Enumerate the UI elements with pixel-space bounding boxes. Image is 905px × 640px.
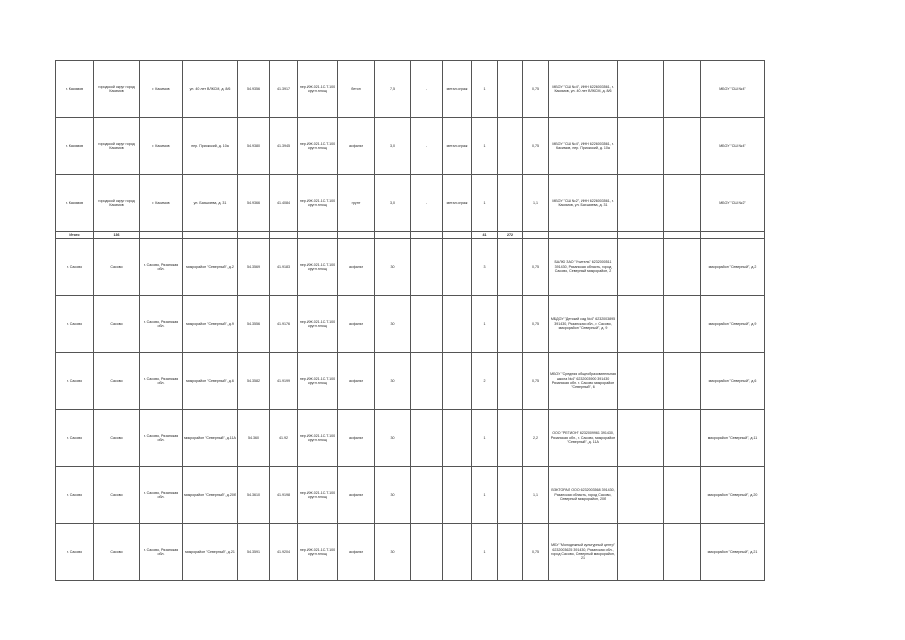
table-cell-col11: метал.ограж bbox=[443, 61, 472, 118]
table-row bbox=[56, 524, 765, 581]
table-cell-col7: пер.ИЖ.021.1С.Т.100 кругл.площ bbox=[298, 353, 338, 410]
table-cell-col11 bbox=[443, 410, 472, 467]
table-cell-col5: 54.9380 bbox=[238, 118, 270, 175]
table-cell-col5: 54.3610 bbox=[238, 467, 270, 524]
table-cell-col14: 0,75 bbox=[523, 239, 549, 296]
table-cell-col7: пер.ИЖ.021.1С.Т.100 кругл.площ bbox=[298, 524, 338, 581]
table-cell-col5: 54.9356 bbox=[238, 61, 270, 118]
table-cell-col5: 54.3556 bbox=[238, 296, 270, 353]
table-cell-col13 bbox=[498, 410, 523, 467]
table-cell-col16 bbox=[618, 353, 664, 410]
table-cell-col6: 41.92 bbox=[270, 410, 298, 467]
table-cell-col4: микрорайон "Северный", д.21 bbox=[183, 524, 238, 581]
table-cell-col16 bbox=[618, 467, 664, 524]
table-cell-col18: МБОУ "СШ №2" bbox=[701, 175, 765, 232]
table-cell-col10 bbox=[411, 410, 443, 467]
table-cell-col8: асфальт bbox=[338, 353, 375, 410]
table-cell-col1: г. Сасово bbox=[56, 410, 94, 467]
table-cell-col3: г. Сасово, Рязанская обл. bbox=[140, 410, 183, 467]
table-cell-col8: асфальт bbox=[338, 467, 375, 524]
table-cell-col4: ул. 40 лет ВЛКСМ, д. 8/6 bbox=[183, 61, 238, 118]
table-cell-col4: микрорайон "Северный", д.9 bbox=[183, 296, 238, 353]
table-cell-col18: МБОУ "СШ №4" bbox=[701, 118, 765, 175]
table-cell-col18: микрорайон "Северный", д.21 bbox=[701, 524, 765, 581]
table-cell-col11 bbox=[443, 353, 472, 410]
table-cell-col10: - bbox=[411, 118, 443, 175]
table-cell-col12: 1 bbox=[472, 410, 498, 467]
table-cell-col10 bbox=[411, 467, 443, 524]
table-cell-col8: асфальт bbox=[338, 239, 375, 296]
table-cell-col9: 3,0 bbox=[375, 118, 411, 175]
table-cell-col13 bbox=[498, 296, 523, 353]
table-cell-col12: 2 bbox=[472, 353, 498, 410]
table-summary bbox=[56, 232, 765, 239]
table-cell-col8: бетон bbox=[338, 61, 375, 118]
table-cell-col17 bbox=[664, 467, 701, 524]
table-cell-col14: 0,75 bbox=[523, 524, 549, 581]
table-cell-col3: г. Сасово, Рязанская обл. bbox=[140, 296, 183, 353]
registry-table bbox=[55, 60, 765, 581]
table-cell-col16 bbox=[618, 175, 664, 232]
table-cell-col18: МБОУ "СШ №4" bbox=[701, 61, 765, 118]
table-cell-col18: микрорайон "Северный", д.20 bbox=[701, 467, 765, 524]
table-cell-col4: микрорайон "Северный", д.2 bbox=[183, 239, 238, 296]
summary-value: 136 bbox=[94, 232, 140, 239]
table-cell-col8: асфальт bbox=[338, 296, 375, 353]
table-cell-col16 bbox=[618, 410, 664, 467]
table-cell-col2: Сасово bbox=[94, 353, 140, 410]
table-cell-col12: 1 bbox=[472, 118, 498, 175]
table-cell-col13 bbox=[498, 239, 523, 296]
table-cell-col11 bbox=[443, 239, 472, 296]
table-cell-col14: 0,75 bbox=[523, 296, 549, 353]
table-cell-col18: микрорайон "Северный", д.6 bbox=[701, 353, 765, 410]
table-cell-col7: пер.ИЖ.021.1С.Т.100 кругл.площ bbox=[298, 467, 338, 524]
table-cell-col1: г. Сасово bbox=[56, 296, 94, 353]
table-cell-col17 bbox=[664, 118, 701, 175]
table-cell-col12: 3 bbox=[472, 239, 498, 296]
table-cell-col6: 41.9199 bbox=[270, 353, 298, 410]
table-cell-col4: микрорайон "Северный", д.11А bbox=[183, 410, 238, 467]
table-cell-col5: 54.3582 bbox=[238, 353, 270, 410]
table-row bbox=[56, 467, 765, 524]
table-cell-col6: 41.9183 bbox=[270, 239, 298, 296]
table-row bbox=[56, 296, 765, 353]
table-cell-col15: МБОУ "СШ №4", ИНН 6226003561, г. Касимов, ул. 40 лет ВЛКСМ, д. 8/6 bbox=[549, 61, 618, 118]
table-cell-col15: МБОУ "Средняя общеобразовательная школа №4" 6232003900 391430 Рязанская обл. г. Сасово микрорайон "Северный", 6 bbox=[549, 353, 618, 410]
table-cell-col2: городской округ город Касимов bbox=[94, 175, 140, 232]
table-cell-col1: г. Сасово bbox=[56, 467, 94, 524]
table-cell-col17 bbox=[664, 61, 701, 118]
table-cell-col15: ООО "РЕГИОН" 6232009961 391430, Рязанская обл., г. Сасово, микрорайон "Северный", д. 11А bbox=[549, 410, 618, 467]
table-cell-col3: г. Касимов bbox=[140, 61, 183, 118]
table-cell-col2: Сасово bbox=[94, 467, 140, 524]
table-cell-col7: пер.ИЖ.021.1С.Т.100 кругл.площ bbox=[298, 61, 338, 118]
table-cell-col8: асфальт bbox=[338, 410, 375, 467]
table-row bbox=[56, 239, 765, 296]
table-cell-col9: 30 bbox=[375, 467, 411, 524]
table-cell-col16 bbox=[618, 524, 664, 581]
summary-row bbox=[56, 232, 765, 239]
table-row bbox=[56, 118, 765, 175]
table-cell-col12: 1 bbox=[472, 175, 498, 232]
table-cell-col8: грунт bbox=[338, 175, 375, 232]
table-cell-col17 bbox=[664, 239, 701, 296]
table-cell-col2: Сасово bbox=[94, 524, 140, 581]
table-cell-col3: г. Сасово, Рязанская обл. bbox=[140, 467, 183, 524]
table-cell-col13 bbox=[498, 353, 523, 410]
table-cell-col10 bbox=[411, 296, 443, 353]
table-cell-col10 bbox=[411, 353, 443, 410]
table-cell-col17 bbox=[664, 353, 701, 410]
table-cell-col15: МБОУ "СШ №2", ИНН 6226003561, г. Касимов, ул. Бахшиева, д. 31 bbox=[549, 175, 618, 232]
table-cell-col9: 30 bbox=[375, 410, 411, 467]
table-cell-col1: г. Касимов bbox=[56, 118, 94, 175]
table-cell-col17 bbox=[664, 175, 701, 232]
table-cell-col7: пер.ИЖ.021.1С.Т.100 кругл.площ bbox=[298, 410, 338, 467]
table-cell-col15: ВЭКТОРАЛ ООО 6232003568 391430, Рязанская область, город Сасово, Северный микрорайон, 20б bbox=[549, 467, 618, 524]
table-cell-col14: 1,1 bbox=[523, 467, 549, 524]
table-cell-col14: 0,75 bbox=[523, 61, 549, 118]
table-cell-col4: микрорайон "Северный", д.6 bbox=[183, 353, 238, 410]
table-cell-col3: г. Сасово, Рязанская обл. bbox=[140, 524, 183, 581]
table-cell-col13 bbox=[498, 175, 523, 232]
table-cell-col13 bbox=[498, 467, 523, 524]
table-cell-col9: 30 bbox=[375, 239, 411, 296]
table-cell-col11 bbox=[443, 524, 472, 581]
table-cell-col11 bbox=[443, 467, 472, 524]
table-cell-col6: 41.4084 bbox=[270, 175, 298, 232]
summary-label: Итого bbox=[56, 232, 94, 239]
table-cell-col2: Сасово bbox=[94, 296, 140, 353]
table-cell-col6: 41.9198 bbox=[270, 467, 298, 524]
table-cell-col7: пер.ИЖ.021.1С.Т.100 кругл.площ bbox=[298, 239, 338, 296]
table-cell-col10 bbox=[411, 239, 443, 296]
table-cell-col15: МБДОУ "Детский сад №4" 6232003895 391430, Рязанская обл., г. Сасово, микрорайон "Северный", д. 9 bbox=[549, 296, 618, 353]
table-cell-col12: 1 bbox=[472, 524, 498, 581]
table-cell-col3: г. Сасово, Рязанская обл. bbox=[140, 239, 183, 296]
table-cell-col3: г. Касимов bbox=[140, 118, 183, 175]
table-cell-col5: 54.9366 bbox=[238, 175, 270, 232]
table-cell-col17 bbox=[664, 524, 701, 581]
table-cell-col2: городской округ город Касимов bbox=[94, 61, 140, 118]
table-cell-col4: микрорайон "Северный", д.20б bbox=[183, 467, 238, 524]
summary-count: 41 bbox=[472, 232, 498, 239]
table-row bbox=[56, 410, 765, 467]
table-cell-col7: пер.ИЖ.021.1С.Т.100 кругл.площ bbox=[298, 296, 338, 353]
table-cell-col5: 54.360 bbox=[238, 410, 270, 467]
table-cell-col6: 41.9176 bbox=[270, 296, 298, 353]
table-cell-col11: метал.ограж bbox=[443, 175, 472, 232]
table-cell-col10 bbox=[411, 524, 443, 581]
table-cell-col5: 54.3569 bbox=[238, 239, 270, 296]
table-cell-col6: 41.9204 bbox=[270, 524, 298, 581]
table-cell-col4: ул. Бахшиева, д. 31 bbox=[183, 175, 238, 232]
summary-total: 272 bbox=[498, 232, 523, 239]
table-cell-col13 bbox=[498, 118, 523, 175]
table-cell-col16 bbox=[618, 239, 664, 296]
table-cell-col8: асфальт bbox=[338, 118, 375, 175]
table-cell-col4: пер. Приокский, д. 10а bbox=[183, 118, 238, 175]
table-cell-col14: 2,2 bbox=[523, 410, 549, 467]
table-cell-col9: 30 bbox=[375, 296, 411, 353]
table-cell-col3: г. Сасово, Рязанская обл. bbox=[140, 353, 183, 410]
table-row bbox=[56, 61, 765, 118]
table-cell-col9: 7,5 bbox=[375, 61, 411, 118]
table-cell-col14: 1,1 bbox=[523, 175, 549, 232]
table-cell-col18: микрорайон "Северный", д.9 bbox=[701, 296, 765, 353]
table-cell-col12: 1 bbox=[472, 61, 498, 118]
table-cell-col17 bbox=[664, 410, 701, 467]
table-cell-col7: пер.ИЖ.021.1С.Т.100 кругл.площ bbox=[298, 118, 338, 175]
table-cell-col11 bbox=[443, 296, 472, 353]
table-cell-col3: г. Касимов bbox=[140, 175, 183, 232]
table-cell-col10: - bbox=[411, 175, 443, 232]
table-cell-col8: асфальт bbox=[338, 524, 375, 581]
table-cell-col1: г. Касимов bbox=[56, 175, 94, 232]
table-cell-col13 bbox=[498, 61, 523, 118]
table-cell-col2: Сасово bbox=[94, 410, 140, 467]
table-cell-col6: 41.3917 bbox=[270, 61, 298, 118]
table-cell-col2: городской округ город Касимов bbox=[94, 118, 140, 175]
table-cell-col14: 0,75 bbox=[523, 353, 549, 410]
table-cell-col1: г. Сасово bbox=[56, 239, 94, 296]
table-cell-col7: пер.ИЖ.021.1С.Т.100 кругл.площ bbox=[298, 175, 338, 232]
table-cell-col11: метал.ограж bbox=[443, 118, 472, 175]
table-cell-col15: МБУ "Молодежный культурный центр" 6232003625 391430, Рязанская обл., город Сасово, Северный микрорайон, 21 bbox=[549, 524, 618, 581]
table-cell-col1: г. Сасово bbox=[56, 524, 94, 581]
table-cell-col6: 41.3945 bbox=[270, 118, 298, 175]
table-cell-col12: 1 bbox=[472, 467, 498, 524]
table-cell-col14: 0,75 bbox=[523, 118, 549, 175]
table-cell-col12: 1 bbox=[472, 296, 498, 353]
table-cell-col1: г. Касимов bbox=[56, 61, 94, 118]
table-cell-col16 bbox=[618, 61, 664, 118]
table-section-kasimov bbox=[56, 61, 765, 232]
table-cell-col9: 30 bbox=[375, 524, 411, 581]
table-cell-col10: - bbox=[411, 61, 443, 118]
table-cell-col17 bbox=[664, 296, 701, 353]
table-section-sasovo bbox=[56, 239, 765, 581]
table-cell-col5: 54.3591 bbox=[238, 524, 270, 581]
table-row bbox=[56, 175, 765, 232]
table-cell-col15: МБОУ "СШ №4", ИНН 6226003561, г. Касимов, пер. Приокский, д. 10а bbox=[549, 118, 618, 175]
table-cell-col18: микрорайон "Северный", д.2 bbox=[701, 239, 765, 296]
table-cell-col16 bbox=[618, 118, 664, 175]
table-cell-col1: г. Сасово bbox=[56, 353, 94, 410]
table-cell-col16 bbox=[618, 296, 664, 353]
table-cell-col9: 30 bbox=[375, 353, 411, 410]
table-cell-col2: Сасово bbox=[94, 239, 140, 296]
table-cell-col15: БАЛЮ ЗАО "Учитель" 6232000511 391430, Рязанская область, город Сасово, Северный микрорайон, 2 bbox=[549, 239, 618, 296]
table-cell-col9: 3,0 bbox=[375, 175, 411, 232]
table-cell-col18: микрорайон "Северный", д.11 bbox=[701, 410, 765, 467]
table-cell-col13 bbox=[498, 524, 523, 581]
table-row bbox=[56, 353, 765, 410]
